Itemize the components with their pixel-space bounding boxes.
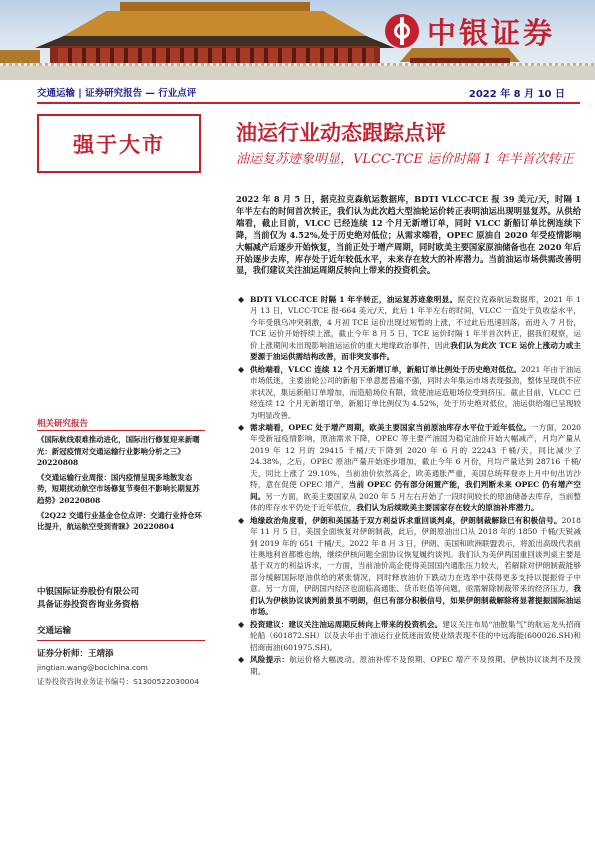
- company-logo: [385, 9, 585, 53]
- firm-name: 中银国际证券股份有限公司: [37, 587, 140, 597]
- key-point: [236, 654, 581, 677]
- terrace: [0, 66, 595, 80]
- header-divider: [37, 102, 580, 104]
- key-point-lead: 供给端看，VLCC 连续 12 个月无新增订单，新船订单比例处于历史绝对低位。: [250, 364, 522, 374]
- bullet-icon: ◆: [238, 295, 245, 304]
- key-point-lead: 需求端看，OPEC 处于增产周期，欧美主要国家当前原油库存水平位于近年低位。: [250, 422, 531, 432]
- palace-roof-ridge: [120, 2, 310, 12]
- report-subtitle: 油运复苏迹象明显，VLCC-TCE 运价时隔 1 年半首次转正: [236, 152, 574, 167]
- firm-info: [37, 586, 205, 687]
- rating-box: [37, 114, 201, 173]
- key-point: [236, 515, 581, 618]
- key-point: [236, 294, 581, 363]
- key-point-body: 2018 年 11 月 5 日，美国全面恢复对伊朗制裁，此后，伊朗原油出口从 2018 年的 1850 千桶/天锐减到 2019 年的 651 千桶/天。2022 年 8 月 3 日，伊朗、美国和欧洲联盟表示，将派出高级代表前往奥地利首都维也纳，继续伊核问题全面协议恢复履约谈判。我们认为美伊两国重回谈判桌主要是基于双方的利益诉求，一方面，当前油价高企使得美国国内通胀压力较大，若解除对伊朗制裁能够部分缓解国际原油供给的紧张情况，同时释放油价下跌动力在选举中获得更多支持以提振骨子中意。另一方面，伊朗国内经济也面临高通胀、货币贬值等问题，亟需解除制裁带来的经济压力，: [250, 515, 581, 594]
- related-reports-heading: 相关研究报告: [37, 419, 89, 429]
- key-point-lead: 投资建议：建议关注油运周期反转向上带来的投资机会。: [250, 619, 443, 629]
- report-date: 2022 年 8 月 10 日: [468, 89, 565, 100]
- key-point-tail: 我们认为后续欧美主要国家存在较大的原油补库潜力。: [356, 503, 539, 513]
- key-point-lead: 风险提示：: [250, 655, 290, 665]
- report-summary: 2022 年 8 月 5 日，据克拉克森航运数据库，BDTI VLCC-TCE 报 39 美元/天，时隔 1 年半左右的时间首次转正，我们认为此次趋大型油轮运价转正表明油运出现明显复苏。从供给端看，截止目前，VLCC 已经连续 12 个月无新增订单，同时 VLCC 新船订单比例连续下降，当前仅为 4.52%,处于历史绝对低位；从需求端看，OPEC 原油自 2020 年受疫情影响大幅减产后逐步开始恢复，当前正处于增产周期，同时欧美主要国家原油储备也在 2020 年后开始逐步去库，库存处于近年较低水平，未来存在较大的补库潜力。当前油运市场供需改善明显，我们建议关注油运周期反转向上带来的投资机会。: [236, 194, 581, 276]
- logo-text: 中银证券: [427, 15, 556, 50]
- sector-divider: [37, 640, 205, 641]
- related-report-item[interactable]: 《交通运输行业周报：国内疫情呈现多地散发态势，短期扰动航空市场修复节奏但不影响长期复苏趋势》20220808: [37, 472, 200, 505]
- key-points: [236, 294, 581, 678]
- analyst-email[interactable]: jingtian.wang@bocichina.com: [37, 663, 148, 672]
- related-reports-list: [37, 434, 205, 536]
- key-point-body: 一方面，2020 年受新冠疫情影响，原油需求下降，OPEC 等主要产油国为稳定油价开始大幅减产，月均产量从 2019 年 12 月的 29415 千桶/天下降到 2020 年 6 月的 22243 千桶/天，同比减少了 24.38%，之后，OPEC 原油产量开始逐步增加，截止今年 6 月份，月均产量达到 28716 千桶/天，同比上涨了 29.10%，当前油价依然高企，欧美通胀严重，美国总统拜登亦上月中旬出访沙特，意在促使 OPEC 增产，: [250, 422, 582, 490]
- analyst-name: 证券分析师：王靖添: [37, 649, 114, 659]
- report-category: 交通运输 | 证券研究报告 — 行业点评: [37, 88, 197, 99]
- industry-rating: 强于大市: [73, 131, 165, 157]
- palace-roof: [60, 8, 370, 38]
- key-point: [236, 619, 581, 653]
- key-point-lead: BDTI VLCC-TCE 时隔 1 年半转正，油运复苏迹象明显。: [250, 295, 458, 304]
- bullet-icon: ◆: [238, 655, 245, 665]
- key-point-tail: 我们认为伊核协议谈判前景虽不明朗，但已有部分积极信号，如果伊朗制裁解除将显著提振国际油运市场。: [250, 584, 581, 617]
- key-point-body: 2021 年由于油运市场低迷，主要油轮公司的新船下单意愿普遍不强，同时去年集运市场表现强劲，整体呈现供不应求状况，集运新船订单增加，而造船场位有限，致使油运造船场位受到挤压。截止目前，VLCC 已经连续 12 个月无新增订单，新船订单比例仅为 4.52%，处于历史绝对低位，油运供给端已呈现较为明显改善。: [250, 364, 581, 420]
- key-point-body: 建议关注布局“油散集气”的航运龙头招商轮船（601872.SH）以及去年由于油运行业低迷而致使业绩表现不佳的中远海能(600026.SH)和招商南油(601975.SH)。: [250, 619, 581, 652]
- key-point-body: 航运价格大幅波动、原油补库不及预期、OPEC 增产不及预期、伊核协议谈判不及预期。: [250, 655, 581, 676]
- sector-name: 交通运输: [37, 626, 72, 636]
- key-point-body: 另一方面，欧美主要国家从 2020 年 5 月左右开始了一段时间较长的原油储备去库存，当前整体的库存水平仍处于近年低位，: [250, 491, 582, 513]
- analyst-certificate: 证券投资咨询业务证书编号：S1300522030004: [37, 677, 199, 686]
- left-sidebar: [37, 106, 205, 173]
- bullet-icon: ◆: [238, 422, 245, 432]
- related-report-item[interactable]: 《2Q22 交通行业基金仓位点评：交通行业持仓环比提升，航运航空受到青睐》20220804: [37, 510, 202, 532]
- key-point-body: 据克拉克森航运数据库，2021 年 1 月 13 日，VLCC-TCE 报-664 美元/天，此后 1 年半左右的时间，VLCC 一直处于负收益水平，今年受俄乌冲突刺激，4 月初 TCE 运价出现过短暂的上涨，不过此后迅速回落，而进入 7 月份，TCE 运价开始持续上涨，截止今年 8 月 5 日，TCE 运价时隔 1 年半首次转正，据我们观察，运价上涨期间未出现影响油运运价的重大地缘政治事件，因此: [250, 295, 582, 350]
- key-point-lead: 地缘政治角度看，伊朗和美国基于双方利益诉求重回谈判桌，伊朗制裁解除已有积极信号。: [250, 515, 562, 525]
- bullet-icon: ◆: [238, 364, 245, 374]
- report-title: 油运行业动态跟踪点评: [236, 120, 446, 145]
- key-point: [236, 422, 581, 514]
- bullet-icon: ◆: [238, 515, 245, 525]
- left-hall-roof: [0, 50, 40, 64]
- related-divider: [37, 430, 205, 431]
- key-point-tail: 我们认为此次 TCE 运价上涨动力或主要源于油运供需结构改善，而非突发事件。: [250, 340, 581, 362]
- firm-qualification: 具备证券投资咨询业务资格: [37, 600, 140, 610]
- bullet-icon: ◆: [238, 619, 245, 629]
- bank-of-china-logo-icon: [385, 14, 419, 48]
- key-point-tail: 当前 OPEC 仍有部分闲置产能，我们判断未来 OPEC 仍有增产空间。: [250, 480, 582, 501]
- related-report-item[interactable]: 《国际航线艰难推动进化，国际出行修复迎来新曙光：新冠疫情对交通运输行业影响分析之三》20220808: [37, 435, 200, 468]
- key-point: [236, 364, 581, 421]
